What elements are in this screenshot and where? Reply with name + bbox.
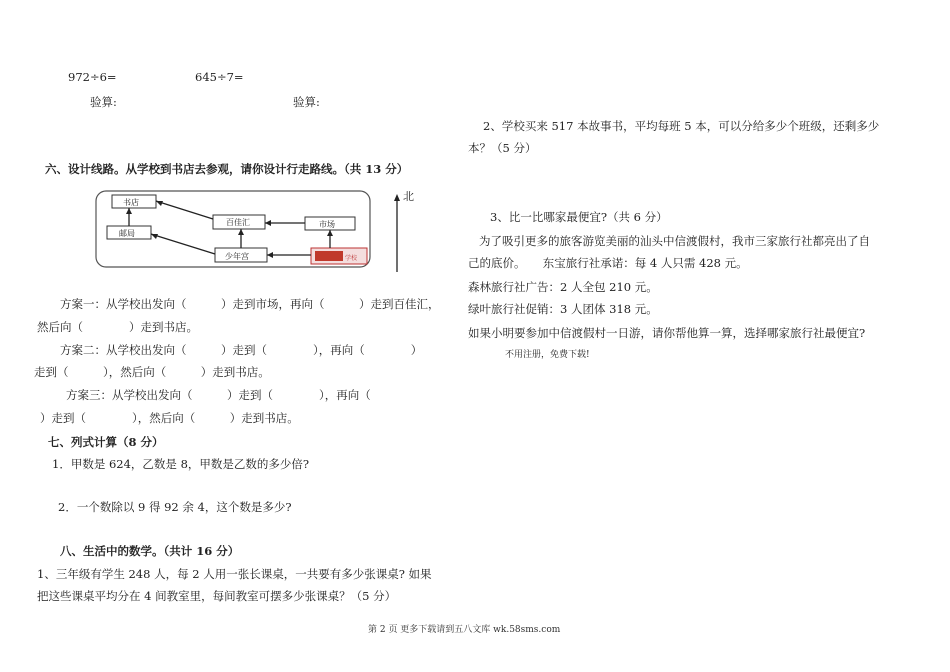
question-2-line-2: 本？（5 分）: [468, 141, 537, 155]
north-label: 北: [403, 190, 414, 203]
plan-2-line-2: 走到（ ），然后向（ ）走到书店。: [34, 365, 270, 379]
check-label-1: 验算:: [90, 95, 117, 109]
question-3-para-5: 如果小明要参加中信渡假村一日游，请你帮他算一算，选择哪家旅行社最便宜?: [468, 326, 866, 340]
section-8-title: 八、生活中的数学。（共计 16 分）: [60, 544, 240, 558]
plan-1-line-2: 然后向（ ）走到书店。: [37, 320, 198, 334]
plan-1-line-1: 方案一：从学校出发向（ ）走到市场，再向（ ）走到百佳汇，: [60, 297, 440, 311]
path-baijiahui-bookstore: [156, 201, 213, 219]
plan-3-line-1: 方案三：从学校出发向（ ）走到（ ），再向（: [66, 388, 371, 402]
division-problem-2: 645÷7=: [195, 70, 244, 84]
route-map: [95, 188, 415, 274]
youth-palace-label: 少年宫: [225, 252, 249, 261]
question-8-1-line-2: 把这些课桌平均分在 4 间教室里，每间教室可摆多少张课桌？（5 分）: [37, 589, 397, 603]
question-3-title: 3、比一比哪家最便宜?（共 6 分）: [490, 210, 668, 224]
question-3-para-3: 森林旅行社广告：2 人全包 210 元。: [468, 280, 658, 294]
section-7-title: 七、列式计算（8 分）: [48, 435, 164, 449]
path-palace-postoffice: [151, 234, 215, 254]
page-footer: 第 2 页 更多下载请到五八文库 wk.58sms.com: [368, 625, 561, 635]
question-7-2: 2．一个数除以 9 得 92 余 4，这个数是多少?: [58, 500, 292, 514]
question-2-line-1: 2、学校买来 517 本故事书，平均每班 5 本，可以分给多少个班级，还剩多少: [483, 119, 880, 133]
school-label: 学校: [345, 255, 358, 262]
baijiahui-label: 百佳汇: [226, 218, 250, 227]
plan-2-line-1: 方案二：从学校出发向（ ）走到（ ），再向（ ）: [60, 343, 423, 357]
market-label: 市场: [319, 220, 335, 229]
school-icon: [315, 251, 343, 261]
plan-3-line-2: ）走到（ ），然后向（ ）走到书店。: [40, 411, 299, 425]
postoffice-label: 邮局: [119, 229, 135, 238]
check-label-2: 验算:: [293, 95, 320, 109]
question-3-para-2: 己的底价。 东宝旅行社承诺：每 4 人只需 428 元。: [468, 256, 748, 270]
bookstore-label: 书店: [123, 198, 139, 207]
question-7-1: 1．甲数是 624，乙数是 8，甲数是乙数的多少倍?: [52, 457, 310, 471]
section-6-title: 六、设计线路。从学校到书店去参观，请你设计行走路线。（共 13 分）: [45, 162, 409, 176]
question-3-para-1: 为了吸引更多的旅客游览美丽的汕头中信渡假村，我市三家旅行社都亮出了自: [479, 234, 870, 248]
watermark-text: 不用注册，免费下载!: [505, 350, 590, 360]
division-problem-1: 972÷6=: [68, 70, 117, 84]
question-8-1-line-1: 1、三年级有学生 248 人，每 2 人用一张长课桌，一共要有多少张课桌? 如果: [37, 567, 432, 581]
question-3-para-4: 绿叶旅行社促销：3 人团体 318 元。: [468, 302, 658, 316]
